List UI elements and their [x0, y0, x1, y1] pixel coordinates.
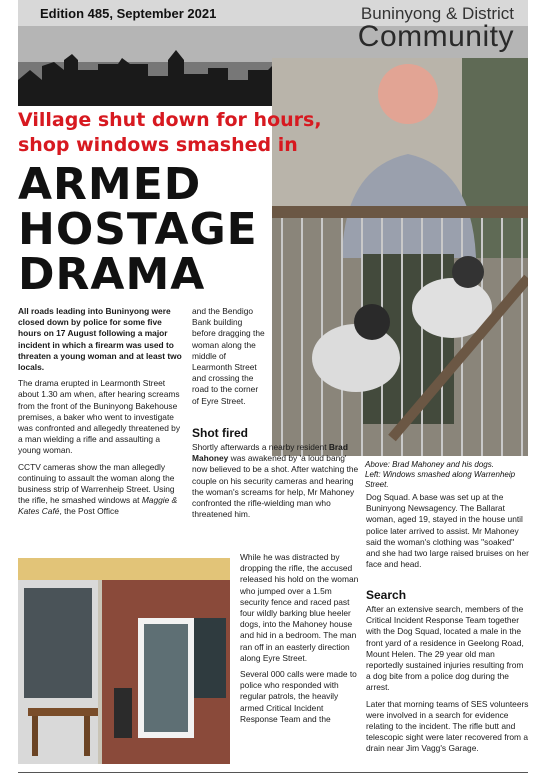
article-column-3 — [366, 492, 530, 575]
paragraph: After an extensive search, members of the Critical Incident Response Team together with the Dog Squad, located a male in the front yard of a residence in Geelong Road, Mount Helen. The 29 year old man reportedly sustained injuries resulting from a dog bite from a police dog during the arrest. — [366, 604, 524, 693]
photo-caption — [365, 460, 530, 490]
paragraph: The drama erupted in Learmonth Street about 1.30 am when, after hearing screams from the front of the Buninyong Bakehouse premises, a baker who went to investigate was confronted and allegedly threatened by a man wielding a rifle and assaulting a young woman. — [18, 378, 181, 456]
article-column-1 — [18, 306, 184, 523]
paragraph: Later that morning teams of SES volunteers were involved in a search for evidence relating to the incident. The rifle butt and telescopic sight were later recovered from a drain near Jim Vagg's Garage. — [366, 698, 529, 754]
text-span: Shortly afterwards a nearby resident — [192, 442, 329, 452]
headline-line-1: ARMED — [18, 159, 202, 210]
article-column-2-narrow — [192, 306, 266, 412]
text-span: was awakened by 'a loud bang' now believed to be a shot. After watching the couple on his security cameras and hearing the woman's screams for help, Mr Mahoney confronted the rifle-wielding man who threatened him. — [192, 453, 359, 520]
subheading-search: Search — [366, 588, 407, 602]
paragraph: Several 000 calls were made to police who responded with regular patrols, the heavily armed Critical Incident Response Team and the — [240, 669, 357, 724]
text-span: , the Post Office — [59, 506, 119, 517]
lead-paragraph: All roads leading into Buninyong were closed down by police for some five hours on 17 August following a major incident in which a firearm was used to threaten a young woman and at least two locals. — [18, 306, 182, 373]
caption-line-2: Left: Windows smashed along Warrenheip Street. — [365, 470, 516, 489]
photo-shop-illustration — [18, 558, 230, 764]
photo-shop-front — [18, 558, 230, 764]
headline-line-2: HOSTAGE — [18, 204, 258, 255]
caption-line-1: Above: Brad Mahoney and his dogs. — [365, 460, 494, 469]
kicker-line-2: shop windows smashed in — [18, 134, 298, 156]
cafe-name: Maggie & Kates Café — [18, 495, 178, 517]
bottom-rule — [18, 772, 528, 773]
text-span: CCTV cameras show the man allegedly continuing to assault the woman along the business strip of Warrenheip Street. Using the rifle, he smashed windows at — [18, 461, 175, 506]
paragraph: and the Bendigo Bank building before dragging the woman along the middle of Learmonth Street and crossing the road to the corner of Eyre Street. — [192, 306, 265, 406]
subheading-shot-fired: Shot fired — [192, 426, 248, 440]
article-column-3-lower — [366, 604, 530, 760]
person-name: Brad Mahoney — [192, 442, 348, 464]
main-headline — [18, 159, 338, 300]
article-column-2-lower — [240, 552, 360, 730]
headline-line-3: DRAMA — [18, 249, 206, 300]
paragraph — [192, 442, 364, 520]
paragraph: While he was distracted by dropping the rifle, the accused released his hold on the woman who jumped over a 1.5m security fence and raced past four wildly barking blue heeler dogs, into the Mahoney house and hid in a bedroom. The man ran off in an easterly direction along Eyre Street. — [240, 552, 359, 663]
kicker-headline — [18, 108, 358, 158]
paper-district: Buninyong & District — [360, 4, 514, 23]
paragraph — [18, 462, 184, 518]
article-column-2 — [192, 442, 364, 525]
edition-label: Edition 485, September 2021 — [40, 6, 217, 21]
kicker-line-1: Village shut down for hours, — [18, 109, 322, 131]
paper-community: Community — [357, 20, 514, 53]
paragraph: Dog Squad. A base was set up at the Buninyong Newsagency. The Ballarat woman, aged 19, stayed in the house until police later arrived to assist. Mr Mahoney said the woman's clothing was "soaked" and she had two large raised bruises on her face and head. — [366, 492, 529, 570]
